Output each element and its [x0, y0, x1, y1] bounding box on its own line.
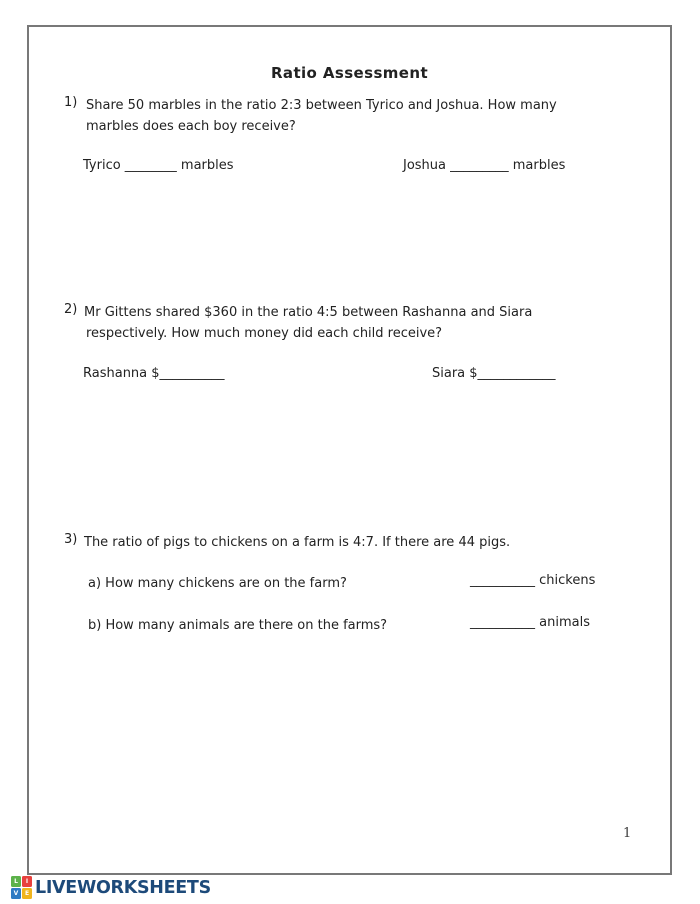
liveworksheets-icon — [11, 876, 32, 899]
question-2-answer-siara[interactable]: Siara $____________ — [432, 366, 556, 381]
question-2-text-line-2: respectively. How much money did each child receive? — [86, 326, 443, 341]
logo-square-v-icon: V — [11, 888, 21, 899]
question-3a-answer-chickens[interactable]: __________ chickens — [470, 573, 596, 588]
question-1-answer-joshua[interactable]: Joshua _________ marbles — [403, 158, 566, 173]
page-number: 1 — [623, 826, 632, 841]
question-3-number: 3) — [64, 532, 78, 547]
question-1-answer-tyrico[interactable]: Tyrico ________ marbles — [83, 158, 234, 173]
question-1-number: 1) — [64, 95, 78, 110]
question-3b-answer-animals[interactable]: __________ animals — [470, 615, 590, 630]
liveworksheets-logo[interactable] — [11, 876, 211, 899]
question-2-answer-rashanna[interactable]: Rashanna $__________ — [83, 366, 225, 381]
worksheet-title: Ratio Assessment — [270, 64, 429, 82]
logo-square-e-icon: E — [22, 888, 32, 899]
logo-square-l-icon: L — [11, 876, 21, 887]
question-2-number: 2) — [64, 302, 78, 317]
question-2-text-line-1: Mr Gittens shared $360 in the ratio 4:5 between Rashanna and Siara — [84, 305, 533, 320]
logo-square-i-icon: I — [22, 876, 32, 887]
question-3-text-line-1: The ratio of pigs to chickens on a farm is 4:7. If there are 44 pigs. — [84, 535, 511, 550]
question-3a-text: a) How many chickens are on the farm? — [88, 576, 347, 591]
question-3b-text: b) How many animals are there on the farms? — [88, 618, 388, 633]
liveworksheets-wordmark: LIVEWORKSHEETS — [35, 877, 211, 898]
question-1-text-line-2: marbles does each boy receive? — [86, 119, 296, 134]
question-1-text-line-1: Share 50 marbles in the ratio 2:3 between Tyrico and Joshua. How many — [86, 98, 557, 113]
page-border-frame — [27, 25, 672, 875]
